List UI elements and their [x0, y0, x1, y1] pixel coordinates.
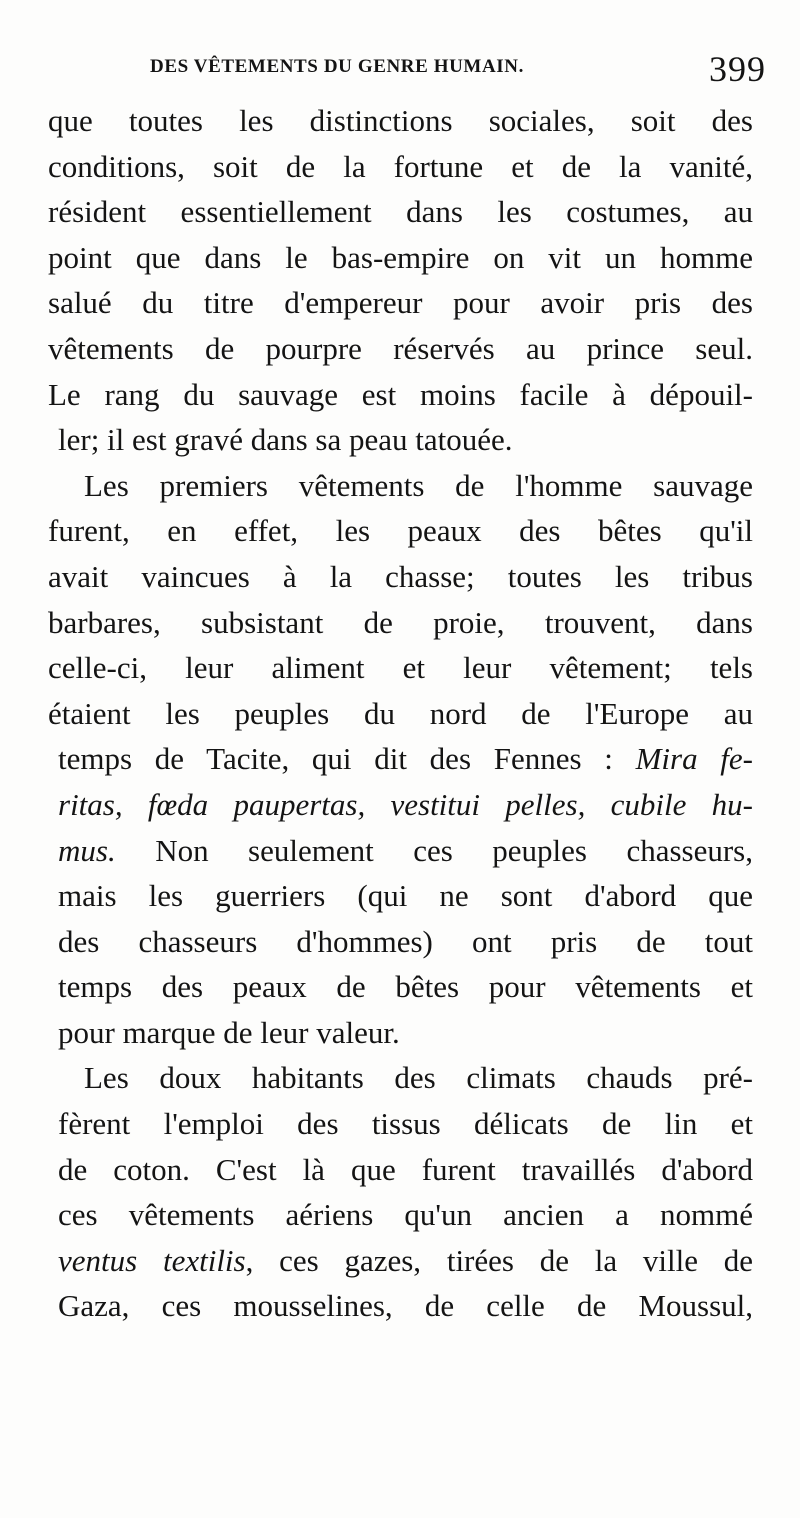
- latin-quote: mus.: [58, 832, 116, 868]
- text-segment: Non seulement ces peuples chasseurs,: [155, 832, 754, 868]
- text-line: salué du titre d'empereur pour avoir pris des: [48, 285, 753, 321]
- text-line: [48, 1238, 753, 1284]
- text-segment: , ces gazes, tirées de la ville de: [245, 1242, 753, 1278]
- text-segment: temps de Tacite, qui dit des Fennes :: [58, 741, 613, 777]
- text-line: des chasseurs d'hommes) ont pris de tout: [58, 923, 753, 959]
- text-line: [48, 736, 753, 782]
- body-text: [48, 98, 753, 1329]
- text-line: Les doux habitants des climats chauds pré-: [84, 1060, 753, 1096]
- text-line: pour marque de leur valeur.: [58, 1014, 400, 1050]
- text-line: fèrent l'emploi des tissus délicats de lin et: [58, 1106, 753, 1142]
- text-line: [48, 828, 753, 874]
- latin-quote: ventus textilis: [58, 1242, 246, 1278]
- page-number: 399: [709, 49, 766, 89]
- running-head: [150, 48, 780, 92]
- text-line: vêtements de pourpre réservés au prince seul.: [48, 330, 753, 366]
- text-line: ler; il est gravé dans sa peau tatouée.: [58, 422, 513, 458]
- text-line: furent, en effet, les peaux des bêtes qu'il: [48, 513, 753, 549]
- text-line: avait vaincues à la chasse; toutes les tribus: [48, 558, 753, 594]
- text-line: Gaza, ces mousselines, de celle de Moussul,: [58, 1288, 753, 1324]
- text-line: de coton. C'est là que furent travaillés d'abord: [58, 1151, 753, 1187]
- text-line: celle-ci, leur aliment et leur vêtement; tels: [48, 650, 753, 686]
- text-line: résident essentiellement dans les costumes, au: [48, 194, 753, 230]
- text-line: point que dans le bas-empire on vit un homme: [48, 239, 753, 275]
- running-title: DES VÊTEMENTS DU GENRE HUMAIN.: [150, 56, 524, 77]
- text-line: Le rang du sauvage est moins facile à dépouil-: [48, 376, 753, 412]
- text-line: conditions, soit de la fortune et de la vanité,: [48, 148, 753, 184]
- latin-quote: ritas, fœda paupertas, vestitui pelles, cubile hu-: [58, 786, 753, 822]
- text-line: [48, 782, 753, 828]
- text-line: temps des peaux de bêtes pour vêtements et: [58, 969, 753, 1005]
- text-line: mais les guerriers (qui ne sont d'abord que: [58, 878, 753, 914]
- text-line: que toutes les distinctions sociales, soit des: [48, 103, 753, 138]
- text-line: barbares, subsistant de proie, trouvent, dans: [48, 604, 753, 640]
- latin-quote: Mira fe-: [635, 741, 754, 777]
- text-line: ces vêtements aériens qu'un ancien a nommé: [58, 1197, 753, 1233]
- text-line: étaient les peuples du nord de l'Europe au: [48, 695, 753, 731]
- text-line: Les premiers vêtements de l'homme sauvage: [84, 467, 753, 503]
